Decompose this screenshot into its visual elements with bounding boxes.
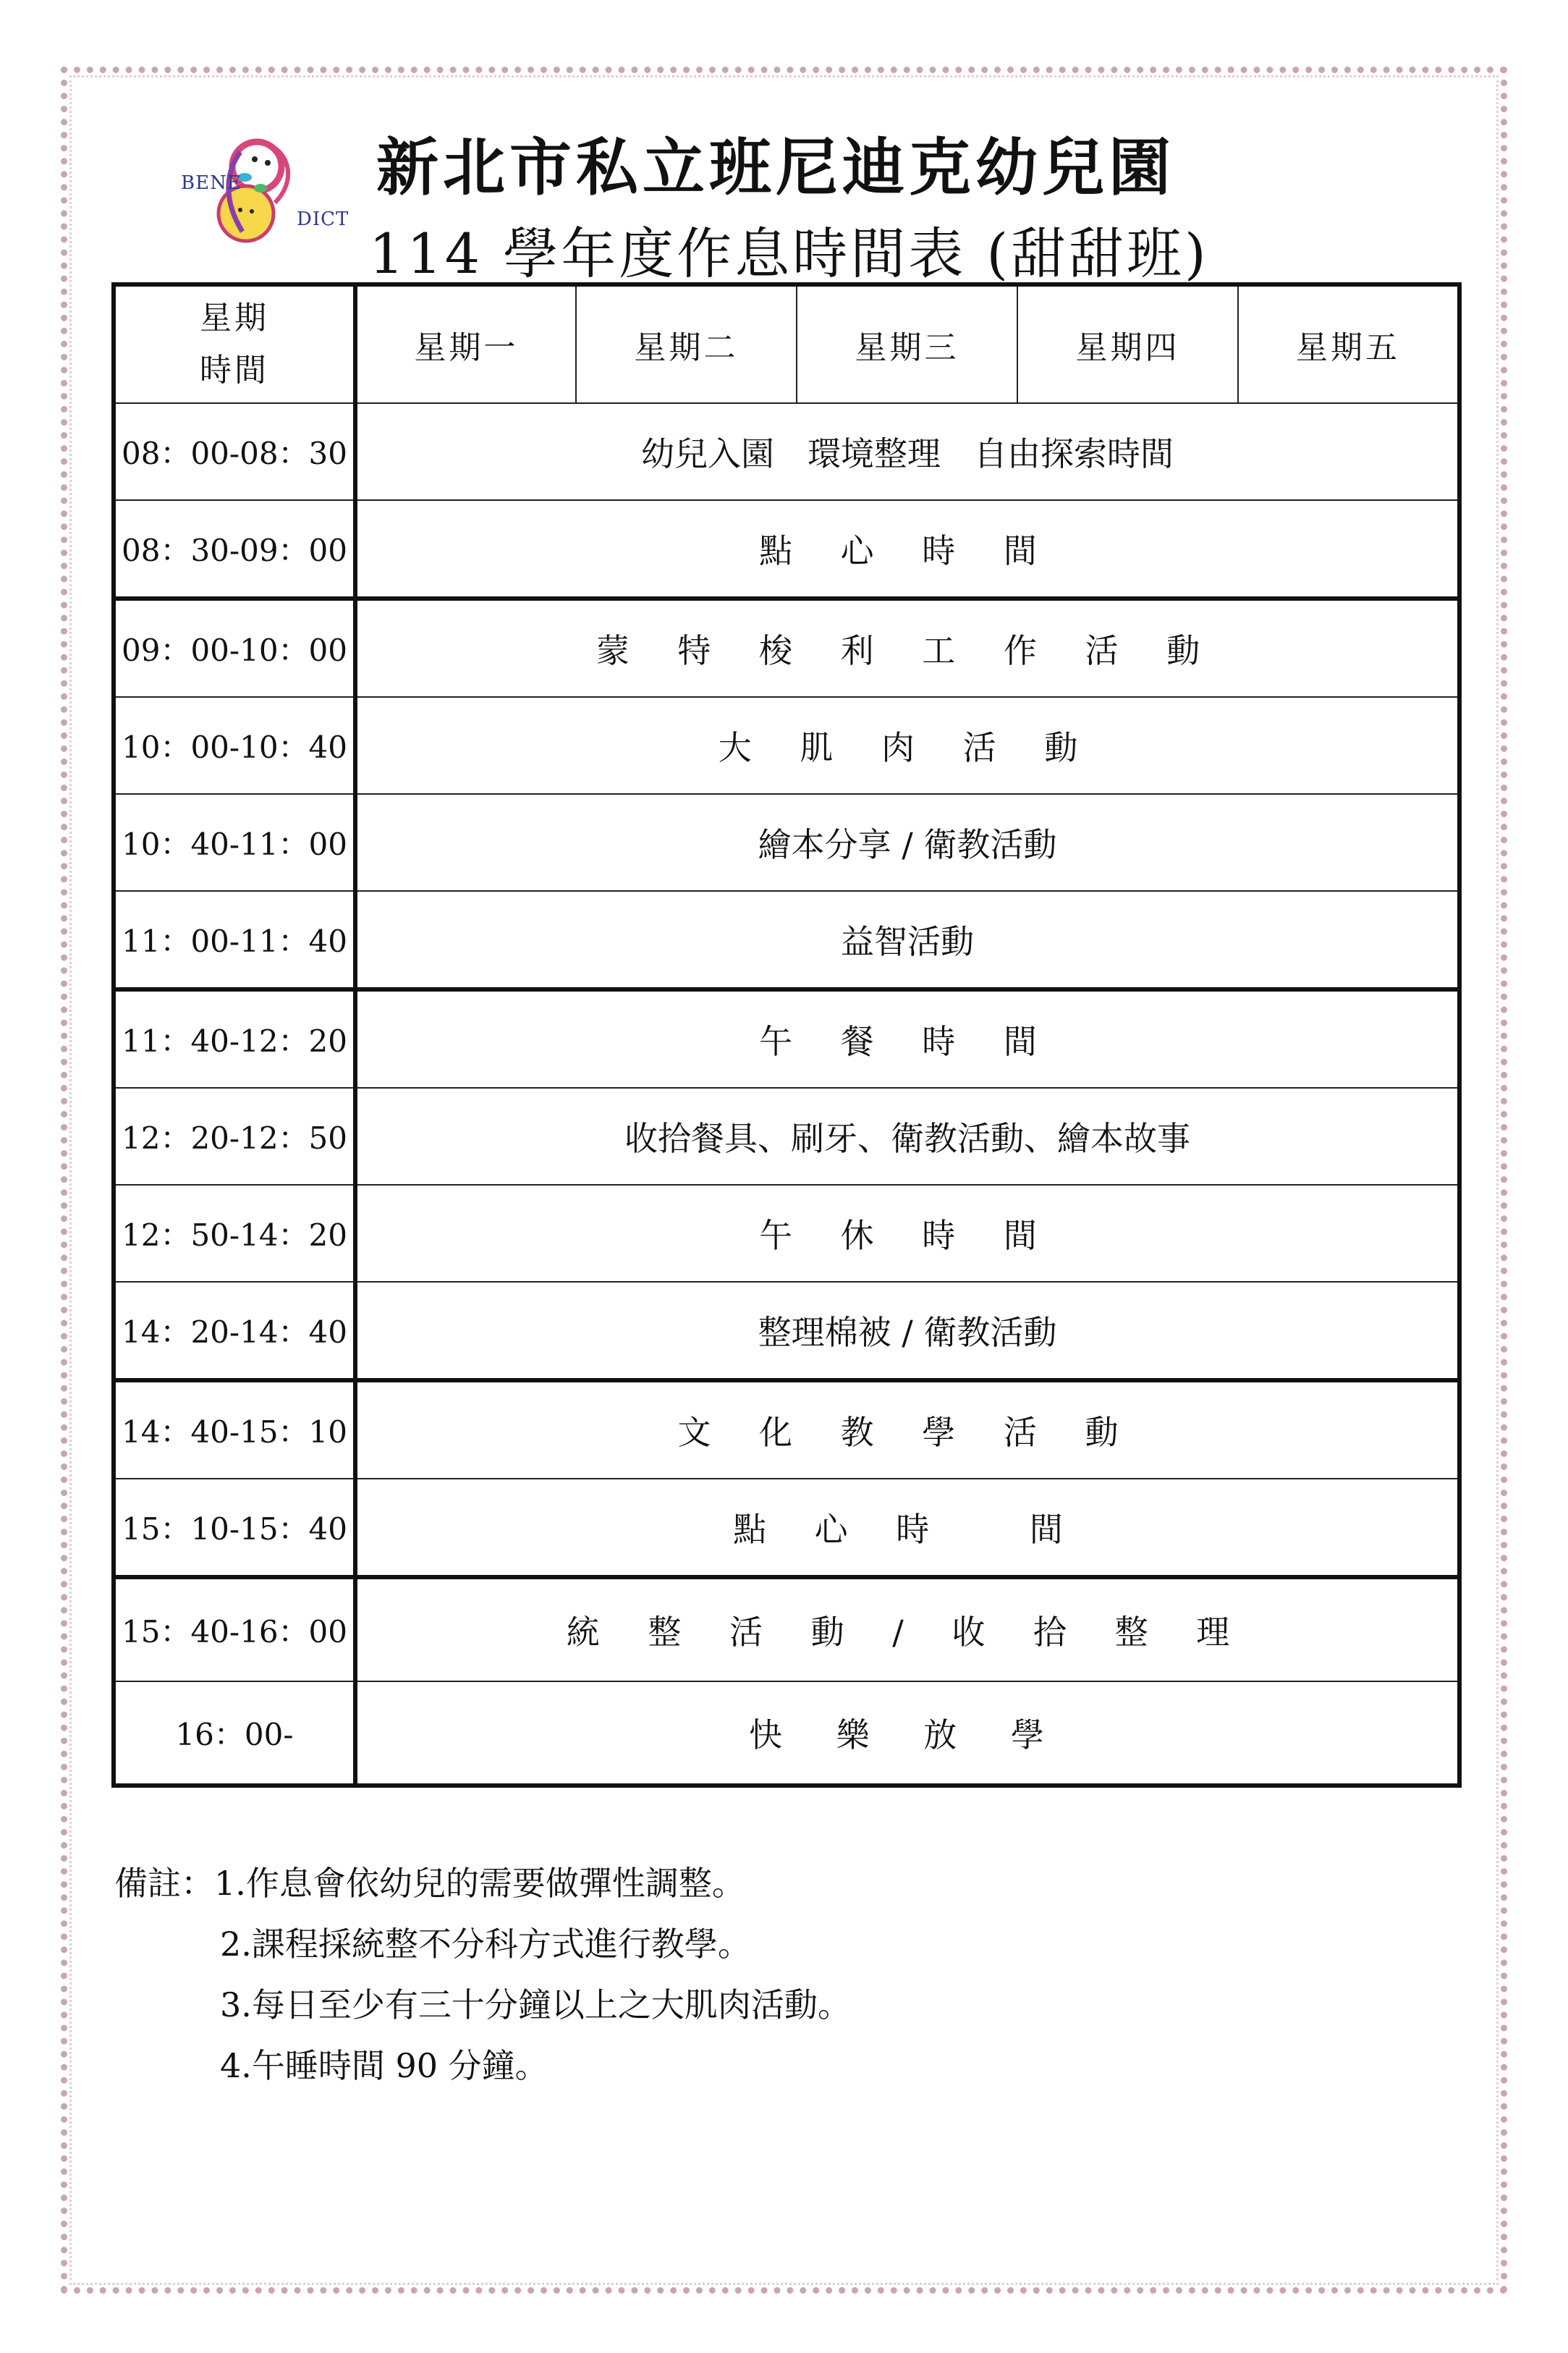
logo-text-dict: DICT	[297, 208, 349, 230]
note-line	[114, 1853, 851, 1914]
notes-section	[114, 1853, 851, 2096]
note-line	[114, 2035, 851, 2096]
day-header-tue: 星期二	[576, 284, 797, 403]
school-name: 新北市私立班尼迪克幼兒園	[376, 131, 1175, 204]
time-cell: 12：20-12：50	[114, 1088, 355, 1185]
schedule-title: 114 學年度作息時間表 (甜甜班)	[369, 221, 1209, 286]
activity-cell: 統 整 活 動 / 收 拾 整 理	[355, 1577, 1459, 1681]
time-cell: 10：40-11：00	[114, 794, 355, 891]
activity-cell: 午 餐 時 間	[355, 989, 1459, 1088]
time-cell: 15：40-16：00	[114, 1577, 355, 1681]
table-row	[114, 794, 1459, 891]
table-row	[114, 697, 1459, 794]
table-row	[114, 1088, 1459, 1185]
time-cell: 14：20-14：40	[114, 1282, 355, 1380]
corner-label-time: 時間	[200, 352, 269, 389]
time-cell: 12：50-14：20	[114, 1185, 355, 1282]
time-cell: 11：40-12：20	[114, 989, 355, 1088]
table-header-row	[114, 284, 1459, 403]
time-cell: 15：10-15：40	[114, 1479, 355, 1577]
activity-cell: 點 心 時 間	[355, 1479, 1459, 1577]
corner-header-cell	[114, 284, 355, 403]
table-row	[114, 1479, 1459, 1577]
time-cell: 14：40-15：10	[114, 1380, 355, 1479]
note-line	[114, 1914, 851, 1974]
table-row	[114, 1282, 1459, 1380]
table-row	[114, 989, 1459, 1088]
activity-cell: 幼兒入園 環境整理 自由探索時間	[355, 403, 1459, 500]
table-row	[114, 1681, 1459, 1786]
activity-cell: 繪本分享 / 衛教活動	[355, 794, 1459, 891]
table-row	[114, 1577, 1459, 1681]
activity-cell: 整理棉被 / 衛教活動	[355, 1282, 1459, 1380]
time-cell: 10：00-10：40	[114, 697, 355, 794]
activity-cell: 蒙 特 梭 利 工 作 活 動	[355, 599, 1459, 697]
notes-label: 備註：	[114, 1864, 214, 1903]
day-header-thu: 星期四	[1017, 284, 1238, 403]
day-header-fri: 星期五	[1238, 284, 1459, 403]
activity-cell: 快 樂 放 學	[355, 1681, 1459, 1786]
note-item: 4.午睡時間 90 分鐘。	[220, 2046, 548, 2085]
day-header-wed: 星期三	[797, 284, 1017, 403]
table-row	[114, 599, 1459, 697]
time-cell: 08：30-09：00	[114, 500, 355, 599]
note-item: 3.每日至少有三十分鐘以上之大肌肉活動。	[220, 1985, 851, 2024]
table-row	[114, 891, 1459, 989]
note-line	[114, 1974, 851, 2035]
table-row	[114, 1185, 1459, 1282]
table-row	[114, 500, 1459, 599]
time-cell: 11：00-11：40	[114, 891, 355, 989]
logo-text-bene: BENE	[181, 172, 242, 194]
day-header-mon: 星期一	[355, 284, 576, 403]
note-item: 2.課程採統整不分科方式進行教學。	[220, 1925, 751, 1964]
activity-cell: 益智活動	[355, 891, 1459, 989]
activity-cell: 點 心 時 間	[355, 500, 1459, 599]
table-row	[114, 403, 1459, 500]
schedule-table	[111, 282, 1462, 1788]
table-row	[114, 1380, 1459, 1479]
note-item: 1.作息會依幼兒的需要做彈性調整。	[214, 1864, 745, 1903]
activity-cell: 午 休 時 間	[355, 1185, 1459, 1282]
time-cell: 16：00-	[114, 1681, 355, 1786]
time-cell: 09：00-10：00	[114, 599, 355, 697]
time-cell: 08：00-08：30	[114, 403, 355, 500]
corner-label-day: 星期	[200, 300, 269, 337]
activity-cell: 收拾餐具、刷牙、衛教活動、繪本故事	[355, 1088, 1459, 1185]
activity-cell: 大 肌 肉 活 動	[355, 697, 1459, 794]
activity-cell: 文 化 教 學 活 動	[355, 1380, 1459, 1479]
